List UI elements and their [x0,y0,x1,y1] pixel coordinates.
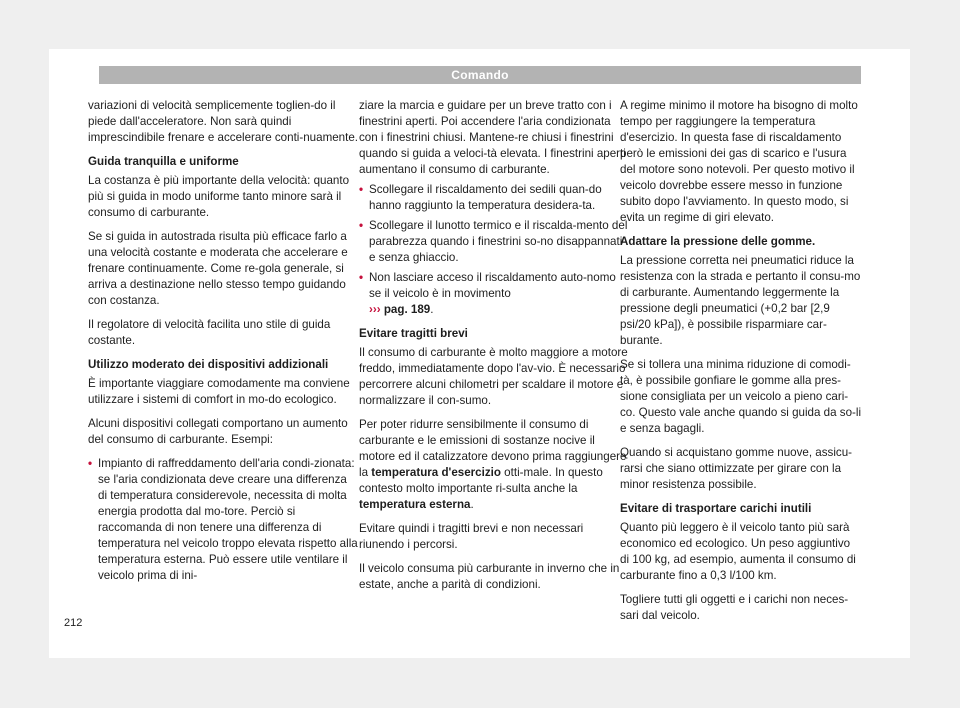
paragraph: Il veicolo consuma più carburante in inverno che in estate, anche a parità di condizioni. [359,562,620,591]
subheading: Evitare di trasportare carichi inutili [620,502,812,515]
paragraph: A regime minimo il motore ha bisogno di molto tempo per raggiungere la temperatura d'esercizio. In questa fase di riscaldamento però le emissioni dei gas di scarico e l'usura del motore sono notevoli. Per questo motivo il veicolo dovrebbe essere messo in funzione subito dopo l'avviamento. In questo modo, si evita un regime di giri elevato. [620,99,858,224]
subheading: Adattare la pressione delle gomme. [620,235,816,248]
emphasis: temperatura d'esercizio [371,466,501,479]
punctuation: . [430,303,434,316]
paragraph: Evitare quindi i tragitti brevi e non necessari riunendo i percorsi. [359,522,584,551]
bullet-icon: • [359,183,364,196]
subheading: Evitare tragitti brevi [359,327,468,340]
bullet-text: Impianto di raffreddamento dell'aria condi-zionata: se l'aria condizionata deve creare una differenza di temperatura considerevole, necessita di molta energia prodotta dal mo-tore. Perciò si raccomanda di non tenere una differenza di temperatura nel veicolo troppo elevata rispetto alla temperatura esterna. Può essere utile ventilare il veicolo prima di ini- [98,457,358,582]
text-run: Per poter ridurre sensibilmente il consumo di carburante e le emissioni di sostanze nocive il motore ed il catalizzatore devono prima raggiungere la [359,418,627,479]
bullet-text: Scollegare il riscaldamento dei sedili quan-do hanno raggiunto la temperatura desidera-ta. [369,183,602,212]
paragraph: Il consumo di carburante è molto maggiore a motore freddo, immediatamente dopo l'av-vio. È necessario percorrere alcuni chilometri per scaldare il motore e normalizzare il con-sumo. [359,346,628,407]
reference-arrow-icon: ››› [369,303,381,316]
bullet-text: Non lasciare acceso il riscaldamento auto-nomo se il veicolo è in movimento [369,271,616,300]
subheading: Guida tranquilla e uniforme [88,155,239,168]
paragraph: Quando si acquistano gomme nuove, assicu-rarsi che siano ottimizzate per girare con la minor resistenza possibile. [620,446,853,491]
page-reference-link[interactable]: pag. 189 [383,303,431,316]
page-number: 212 [64,617,83,629]
bullet-item [359,270,629,318]
section-header: Comando [99,66,861,84]
emphasis: temperatura esterna [359,498,471,511]
bullet-icon: • [359,271,364,284]
paragraph: Il regolatore di velocità facilita uno stile di guida costante. [88,318,331,347]
column-3 [620,98,862,632]
column-1 [88,98,358,592]
paragraph: È importante viaggiare comodamente ma conviene utilizzare i sistemi di comfort in mo-do ecologico. [88,377,350,406]
column-2 [359,98,629,601]
paragraph: La pressione corretta nei pneumatici riduce la resistenza con la strada e pertanto il consu-mo di carburante. Aumentando leggermente la pressione degli pneumatici (+0,2 bar [2,9 psi/20 kPa]), è possibile risparmiare car-burante. [620,254,861,347]
paragraph: variazioni di velocità semplicemente toglien-do il piede dall'acceleratore. Non sarà quindi imprescindibile frenare e accelerare conti-nuamente. [88,99,359,144]
text-run: otti-male. In questo contesto molto importante ri-sulta anche la [359,466,603,495]
bullet-item [88,456,358,584]
subheading: Utilizzo moderato dei dispositivi addizionali [88,358,329,371]
paragraph [359,417,629,513]
bullet-text: Scollegare il lunotto termico e il riscalda-mento del parabrezza quando i finestrini so-no disappannati e senza ghiaccio. [369,219,628,264]
bullet-icon: • [359,219,364,232]
paragraph: ziare la marcia e guidare per un breve tratto con i finestrini aperti. Poi accendere l'aria condizionata con i finestrini chiusi. Mantene-re chiusi i finestrini quando si guida a veloci-tà elevata. I finestrini aperti aumentano il consumo di carburante. [359,99,626,176]
paragraph: Quanto più leggero è il veicolo tanto più sarà economico ed ecologico. Un peso aggiuntivo di 100 kg, ad esempio, aumenta il consumo di carburante fino a 0,3 l/100 km. [620,521,856,582]
paragraph: Togliere tutti gli oggetti e i carichi non neces-sari dal veicolo. [620,593,849,622]
text-run: . [470,498,474,511]
paragraph: La costanza è più importante della velocità: quanto più si guida in modo uniforme tanto minore sarà il consumo di carburante. [88,174,350,219]
paragraph: Se si guida in autostrada risulta più efficace farlo a una velocità costante e moderata che accelerare e frenare continuamente. Come re-gola generale, si arriva a destinazione nello stesso tempo guidando con costanza. [88,230,348,307]
bullet-item [359,218,629,266]
paragraph: Se si tollera una minima riduzione di comodi-tà, è possibile gonfiare le gomme alla pres-sione consigliata per un veicolo a pieno cari-co. Questo vale anche quando si guida da so-li e senza bagagli. [620,358,862,435]
paragraph: Alcuni dispositivi collegati comportano un aumento del consumo di carburante. Esempi: [88,417,348,446]
bullet-icon: • [88,457,93,470]
bullet-item [359,182,629,214]
